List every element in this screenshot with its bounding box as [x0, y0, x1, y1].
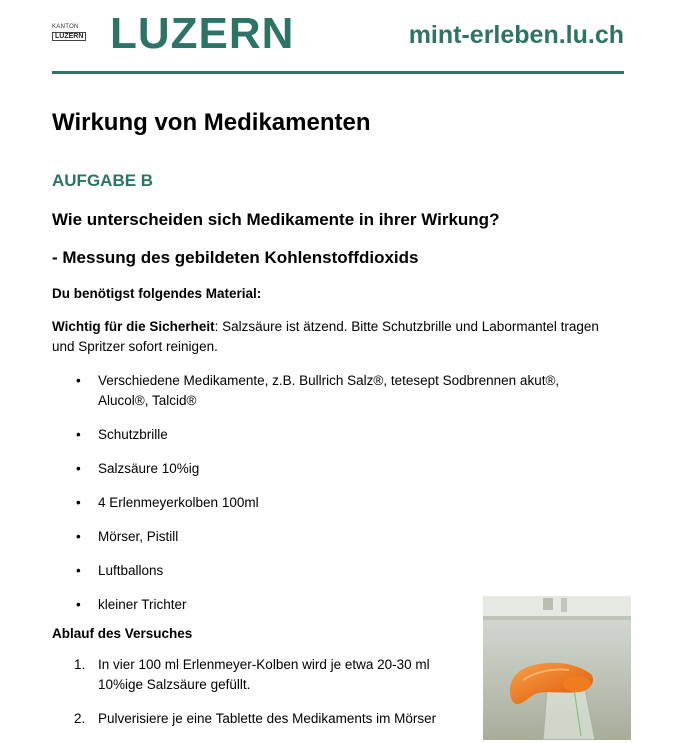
list-item: • kleiner Trichter	[52, 595, 588, 615]
kanton-logo	[52, 18, 110, 40]
bullet-icon: •	[76, 495, 81, 510]
bullet-icon: •	[76, 563, 81, 578]
list-item: • Verschiedene Medikamente, z.B. Bullrich Salz®, tetesept Sodbrennen akut®, Alucol®, Talcid®	[76, 373, 560, 408]
task-label: AUFGABE B	[52, 171, 154, 190]
list-item: • Mörser, Pistill	[52, 527, 588, 547]
bullet-icon: •	[76, 597, 81, 612]
bullet-icon: •	[76, 427, 81, 442]
task-question: Wie unterscheiden sich Medikamente in ihrer Wirkung?	[52, 210, 500, 229]
kanton-label: KANTON	[52, 24, 79, 30]
flask-with-balloon-photo	[483, 596, 631, 740]
header-divider	[52, 71, 624, 74]
procedure-heading: Ablauf des Versuches	[52, 626, 193, 641]
procedure-step	[52, 655, 462, 695]
step-text: In vier 100 ml Erlenmeyer-Kolben wird je etwa 20-30 ml 10%ige Salzsäure gefüllt.	[98, 657, 430, 692]
task-subquestion: - Messung des gebildeten Kohlenstoffdioxids	[52, 248, 419, 267]
step-number: 1.	[74, 657, 86, 672]
bullet-icon: •	[76, 373, 81, 388]
list-item: • Salzsäure 10%ig	[52, 459, 588, 479]
list-item: • Schutzbrille	[52, 425, 588, 445]
procedure-step	[52, 709, 462, 729]
safety-note	[52, 317, 624, 357]
kanton-name: LUZERN	[52, 32, 86, 41]
materials-list	[52, 371, 632, 615]
step-text: Pulverisiere je eine Tablette des Medikaments im Mörser	[98, 711, 437, 726]
list-item: • 4 Erlenmeyerkolben 100ml	[52, 493, 588, 513]
bullet-icon: •	[76, 529, 81, 544]
safety-text: : Salzsäure ist ätzend. Bitte Schutzbrille und Labormantel tragen und Spritzer sofort reinigen.	[52, 319, 599, 354]
page-header	[52, 9, 624, 74]
page-title: Wirkung von Medikamenten	[52, 109, 371, 136]
bullet-icon: •	[76, 461, 81, 476]
luzern-logo: LUZERN	[110, 9, 295, 58]
safety-label: Wichtig für die Sicherheit	[52, 319, 215, 334]
step-number: 2.	[74, 711, 86, 726]
site-url: mint-erleben.lu.ch	[408, 21, 624, 49]
materials-heading: Du benötigst folgendes Material:	[52, 286, 262, 301]
list-item: • Luftballons	[52, 561, 588, 581]
